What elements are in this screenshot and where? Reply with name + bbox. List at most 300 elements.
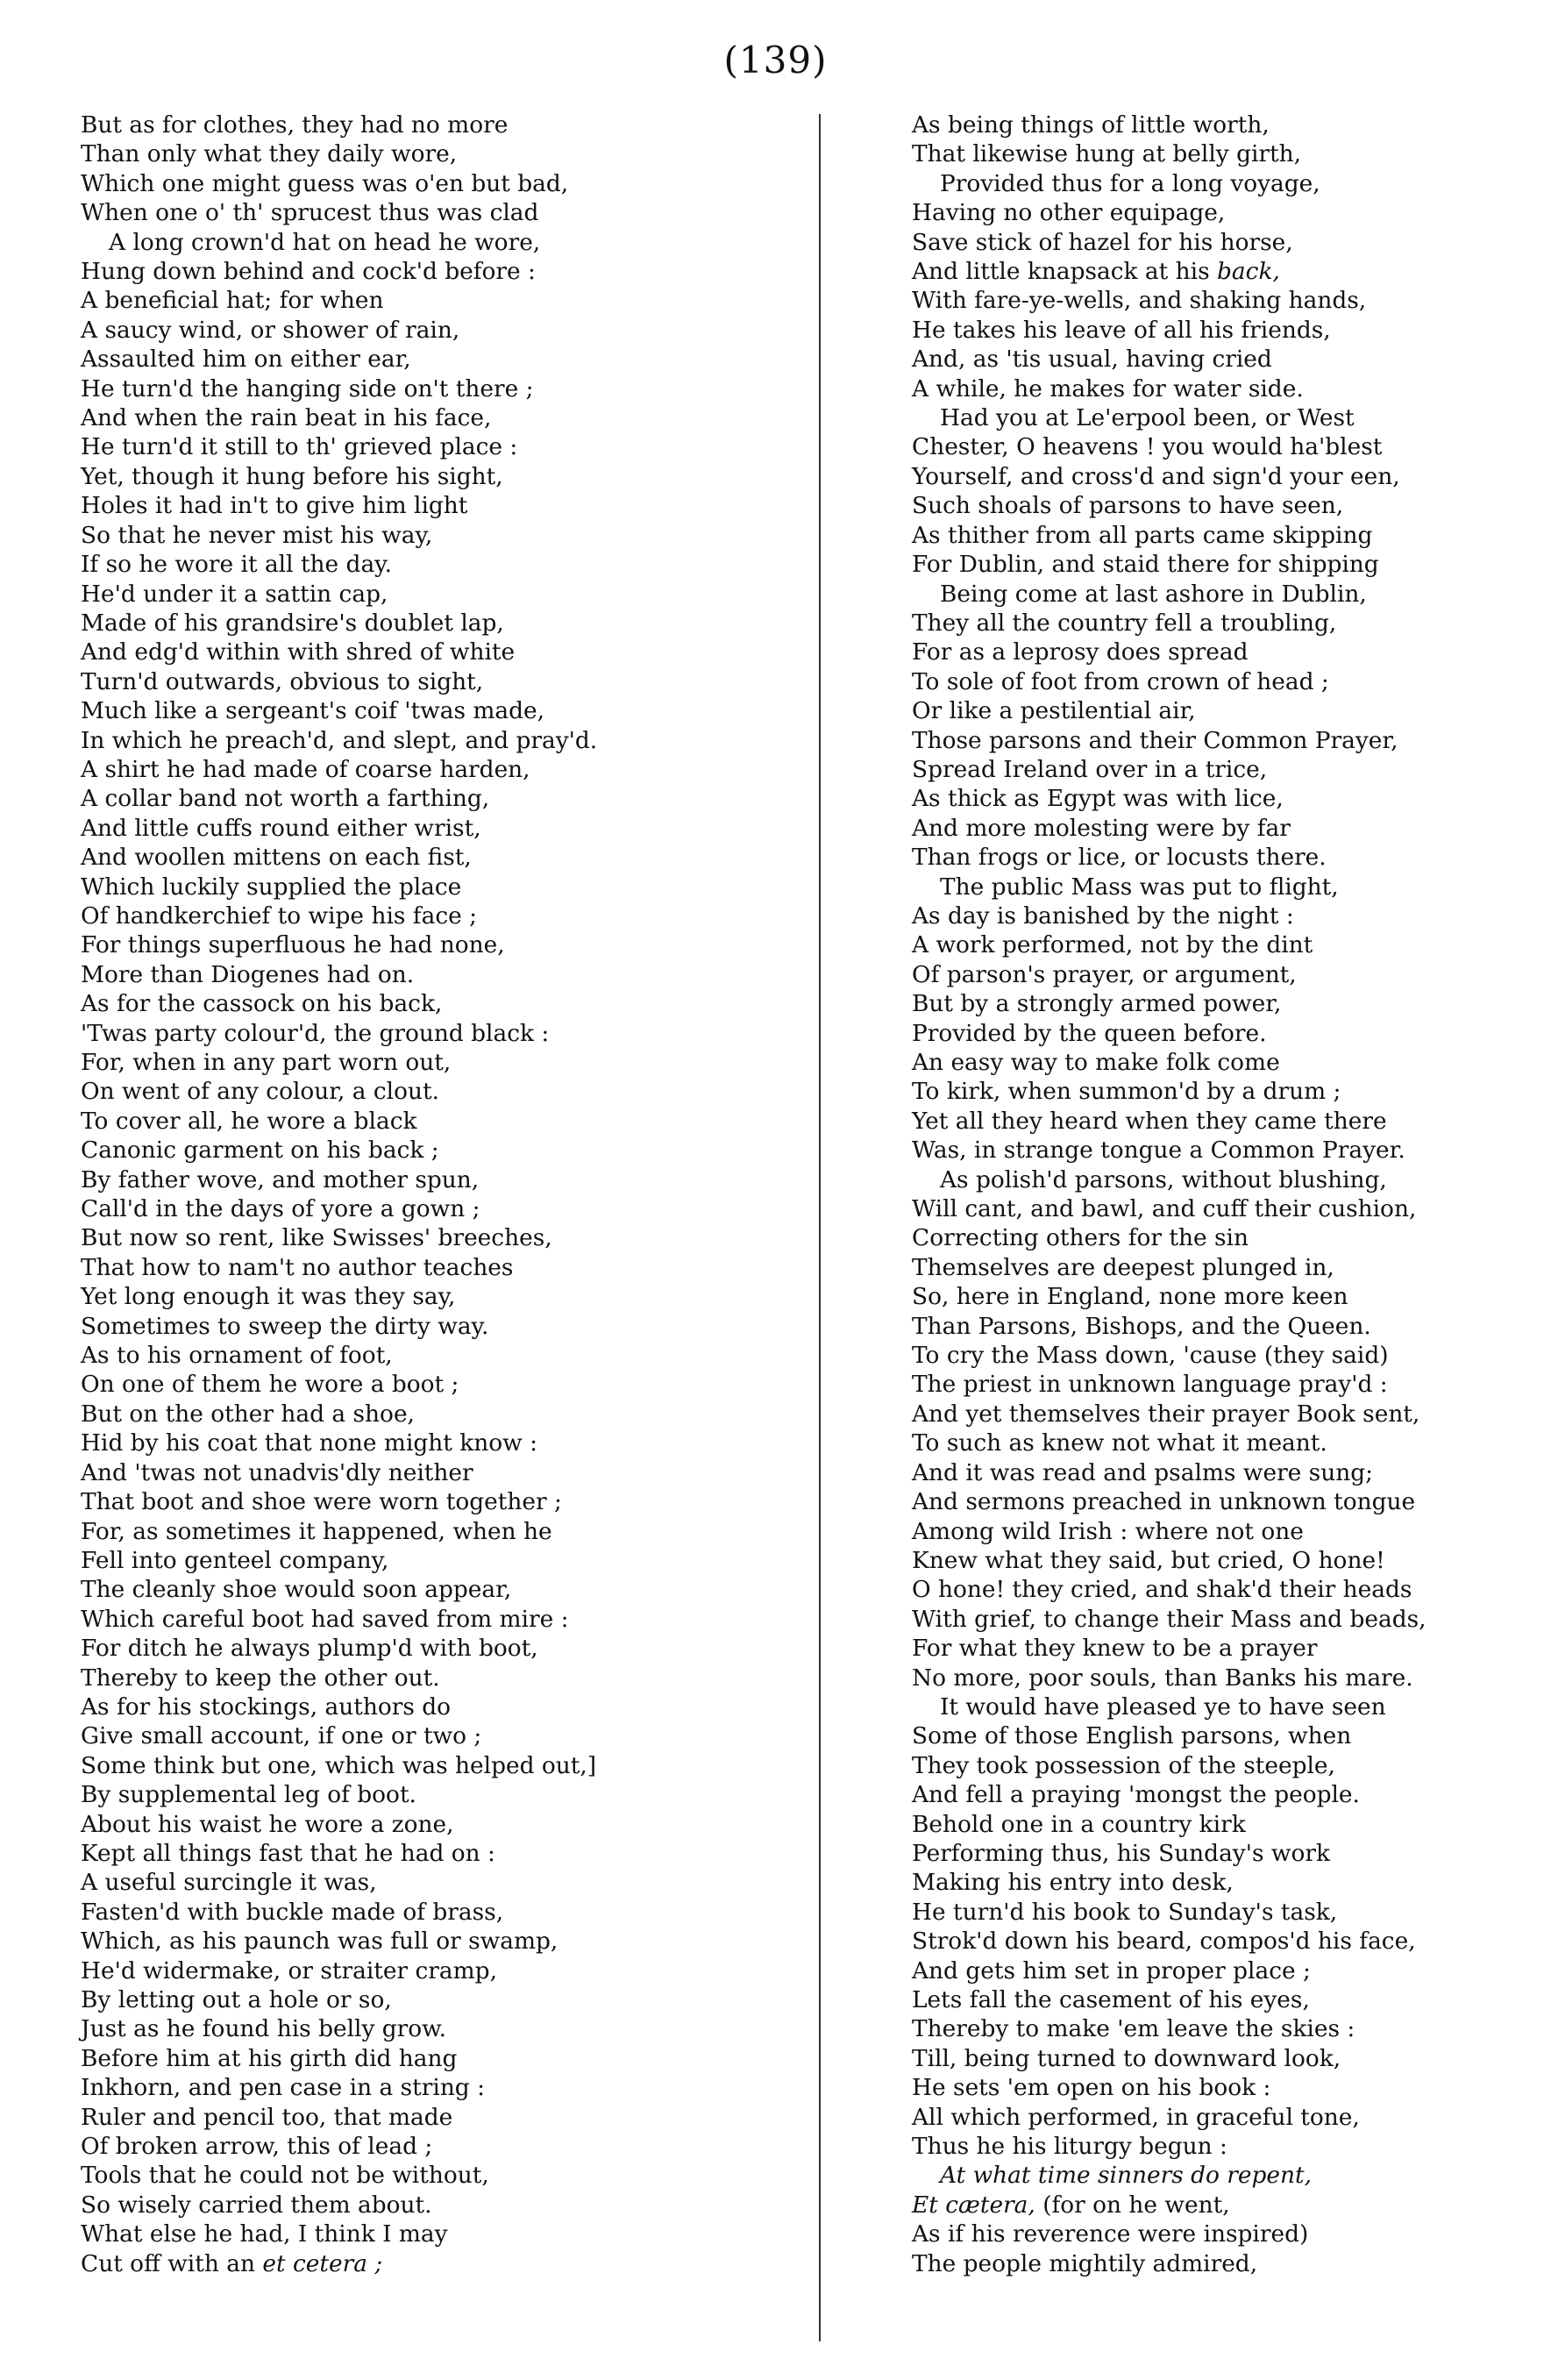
verse-line bbox=[81, 1721, 808, 1750]
verse-line bbox=[81, 1634, 808, 1663]
verse-line-text: Give small account, if one or two ; bbox=[81, 1722, 482, 1750]
verse-line-text: Save stick of hazel for his horse, bbox=[912, 228, 1293, 256]
verse-line bbox=[912, 521, 1526, 550]
verse-line bbox=[81, 110, 808, 139]
verse-line-text: A saucy wind, or shower of rain, bbox=[81, 316, 460, 344]
verse-line-text: For Dublin, and staid there for shipping bbox=[912, 551, 1379, 579]
verse-line bbox=[912, 638, 1526, 666]
verse-line-text: Such shoals of parsons to have seen, bbox=[912, 492, 1344, 520]
verse-line bbox=[912, 2014, 1526, 2043]
verse-line bbox=[912, 345, 1526, 374]
verse-line-text: As to his ornament of foot, bbox=[81, 1342, 393, 1370]
verse-line bbox=[81, 1194, 808, 1223]
verse-line bbox=[81, 257, 808, 286]
verse-line-text: Being come at last ashore in Dublin, bbox=[940, 580, 1367, 608]
verse-line bbox=[912, 696, 1526, 725]
verse-line bbox=[81, 2249, 808, 2278]
verse-line-text: The public Mass was put to flight, bbox=[940, 873, 1339, 901]
verse-line-text: Had you at Le'erpool been, or West bbox=[940, 404, 1355, 432]
verse-line-text: Which luckily supplied the place bbox=[81, 873, 462, 901]
verse-line-text: That likewise hung at belly girth, bbox=[912, 140, 1302, 168]
verse-line-text: Till, being turned to downward look, bbox=[912, 2044, 1341, 2072]
verse-line bbox=[81, 755, 808, 784]
verse-line-text: So wisely carried them about. bbox=[81, 2191, 432, 2219]
verse-line bbox=[912, 2044, 1526, 2073]
verse-line-text: He sets 'em open on his book : bbox=[912, 2074, 1271, 2102]
verse-line-text: And little cuffs round either wrist, bbox=[81, 814, 481, 842]
verse-line bbox=[912, 609, 1526, 638]
verse-line-text: As if his reverence were inspired) bbox=[912, 2220, 1309, 2248]
verse-line-text: Themselves are deepest plunged in, bbox=[912, 1253, 1334, 1281]
verse-line bbox=[81, 432, 808, 461]
verse-line-text: To such as knew not what it meant. bbox=[912, 1429, 1327, 1457]
verse-line-text: And, as 'tis usual, having cried bbox=[912, 346, 1272, 374]
verse-line-italic: At what time sinners do repent, bbox=[940, 2162, 1313, 2190]
verse-line bbox=[81, 462, 808, 491]
verse-line-text: Which, as his paunch was full or swamp, bbox=[81, 1928, 559, 1956]
verse-line-text: Hid by his coat that none might know : bbox=[81, 1429, 538, 1457]
verse-line-text: For ditch he always plump'd with boot, bbox=[81, 1635, 538, 1663]
verse-line-text: He'd widermake, or straiter cramp, bbox=[81, 1956, 497, 1985]
verse-line-text: Holes it had in't to give him light bbox=[81, 492, 468, 520]
verse-line bbox=[912, 139, 1526, 168]
verse-line bbox=[912, 1634, 1526, 1663]
verse-line bbox=[912, 930, 1526, 959]
verse-line bbox=[912, 1868, 1526, 1897]
verse-line-text: Of parson's prayer, or argument, bbox=[912, 960, 1297, 988]
verse-line-text: Yet long enough it was they say, bbox=[81, 1283, 456, 1311]
verse-line bbox=[912, 755, 1526, 784]
verse-line-text: Assaulted him on either ear, bbox=[81, 346, 411, 374]
verse-line-text: Thereby to keep the other out. bbox=[81, 1664, 440, 1692]
verse-line bbox=[912, 2161, 1526, 2190]
verse-line bbox=[912, 1253, 1526, 1282]
verse-line bbox=[81, 345, 808, 374]
verse-line bbox=[81, 2161, 808, 2190]
verse-line-text: Of broken arrow, this of lead ; bbox=[81, 2133, 433, 2161]
verse-line bbox=[912, 1692, 1526, 1721]
verse-line bbox=[912, 1400, 1526, 1429]
verse-line-text: To cover all, he wore a black bbox=[81, 1107, 417, 1135]
verse-line bbox=[81, 2191, 808, 2220]
verse-line bbox=[912, 462, 1526, 491]
verse-line bbox=[81, 139, 808, 168]
verse-line-text: For, when in any part worn out, bbox=[81, 1049, 452, 1076]
verse-line-text: That how to nam't no author teaches bbox=[81, 1253, 514, 1281]
verse-line-text: Was, in strange tongue a Common Prayer. bbox=[912, 1137, 1405, 1165]
verse-line bbox=[912, 2132, 1526, 2161]
verse-line-text: And when the rain beat in his face, bbox=[81, 404, 492, 432]
verse-line-text: Yourself, and cross'd and sign'd your een, bbox=[912, 462, 1400, 490]
verse-line bbox=[81, 403, 808, 432]
verse-line bbox=[912, 580, 1526, 609]
verse-line-italic: Et cætera, bbox=[912, 2191, 1035, 2219]
verse-line-text: The priest in unknown language pray'd : bbox=[912, 1371, 1388, 1399]
verse-line bbox=[81, 1019, 808, 1048]
verse-line-text: But now so rent, like Swisses' breeches, bbox=[81, 1224, 552, 1252]
verse-line-text: And woollen mittens on each fist, bbox=[81, 844, 472, 872]
verse-line bbox=[912, 374, 1526, 403]
verse-line bbox=[81, 1868, 808, 1897]
verse-line bbox=[912, 1048, 1526, 1077]
verse-line bbox=[81, 1458, 808, 1487]
verse-line-text: All which performed, in graceful tone, bbox=[912, 2103, 1360, 2131]
verse-line-text: Some of those English parsons, when bbox=[912, 1722, 1352, 1750]
verse-line-text: To sole of foot from crown of head ; bbox=[912, 667, 1329, 695]
verse-line-text: Kept all things fast that he had on : bbox=[81, 1839, 495, 1867]
verse-line-text: Than only what they daily wore, bbox=[81, 140, 458, 168]
verse-line-italic: et cetera ; bbox=[262, 2249, 383, 2277]
verse-line bbox=[81, 491, 808, 520]
verse-line bbox=[912, 1810, 1526, 1839]
verse-line-text: As for his stockings, authors do bbox=[81, 1692, 452, 1721]
verse-line-text: Yet all they heard when they came there bbox=[912, 1107, 1387, 1135]
verse-line bbox=[81, 1546, 808, 1575]
verse-line bbox=[81, 2073, 808, 2102]
verse-line bbox=[81, 580, 808, 609]
verse-line bbox=[81, 550, 808, 579]
verse-line bbox=[912, 843, 1526, 872]
verse-line-text: Provided by the queen before. bbox=[912, 1019, 1267, 1047]
verse-line bbox=[81, 1282, 808, 1311]
verse-line bbox=[81, 1136, 808, 1165]
verse-line bbox=[912, 1664, 1526, 1692]
verse-line bbox=[912, 1165, 1526, 1194]
verse-line-text: More than Diogenes had on. bbox=[81, 960, 415, 988]
verse-line bbox=[912, 257, 1526, 286]
verse-line bbox=[912, 228, 1526, 257]
verse-line bbox=[912, 1927, 1526, 1956]
verse-line bbox=[81, 1312, 808, 1341]
verse-line-text: O hone! they cried, and shak'd their heads bbox=[912, 1576, 1412, 1604]
verse-line bbox=[912, 726, 1526, 755]
verse-line-text: And yet themselves their prayer Book sent, bbox=[912, 1400, 1420, 1428]
verse-line-text: Fell into genteel company, bbox=[81, 1546, 389, 1574]
verse-line-text: Made of his grandsire's doublet lap, bbox=[81, 609, 504, 637]
verse-line bbox=[81, 1751, 808, 1780]
verse-line-text: Inkhorn, and pen case in a string : bbox=[81, 2074, 485, 2102]
verse-line bbox=[912, 1019, 1526, 1048]
verse-line-text: In which he preach'd, and slept, and pray'd. bbox=[81, 726, 598, 754]
verse-line-text: But by a strongly armed power, bbox=[912, 990, 1282, 1018]
verse-line bbox=[912, 1956, 1526, 1985]
verse-line bbox=[81, 1898, 808, 1927]
verse-line bbox=[912, 1341, 1526, 1370]
verse-line-text: Canonic garment on his back ; bbox=[81, 1137, 439, 1165]
verse-line bbox=[912, 901, 1526, 930]
verse-line bbox=[81, 873, 808, 901]
verse-line bbox=[81, 2220, 808, 2248]
verse-line-text: It would have pleased ye to have seen bbox=[940, 1692, 1386, 1721]
verse-line-text: But as for clothes, they had no more bbox=[81, 111, 509, 139]
verse-line-text: That boot and shoe were worn together ; bbox=[81, 1488, 562, 1516]
verse-line-text: Which one might guess was o'en but bad, bbox=[81, 169, 569, 197]
verse-line bbox=[912, 1370, 1526, 1399]
verse-line bbox=[81, 286, 808, 315]
verse-line bbox=[81, 1487, 808, 1516]
verse-line bbox=[81, 1780, 808, 1809]
verse-line-text: On one of them he wore a boot ; bbox=[81, 1371, 459, 1399]
verse-line bbox=[81, 1839, 808, 1868]
verse-line bbox=[81, 374, 808, 403]
verse-line-text: Chester, O heavens ! you would ha'blest bbox=[912, 433, 1383, 461]
verse-line bbox=[81, 960, 808, 989]
verse-line-text: Tools that he could not be without, bbox=[81, 2162, 489, 2190]
verse-line-text: Having no other equipage, bbox=[912, 199, 1226, 227]
verse-line bbox=[81, 1927, 808, 1956]
verse-line-text: Spread Ireland over in a trice, bbox=[912, 755, 1268, 783]
verse-line-text: Knew what they said, but cried, O hone! bbox=[912, 1546, 1385, 1574]
verse-line-text: Those parsons and their Common Prayer, bbox=[912, 726, 1398, 754]
verse-line bbox=[81, 638, 808, 666]
verse-line-text: Of handkerchief to wipe his face ; bbox=[81, 901, 477, 930]
verse-line bbox=[81, 1107, 808, 1136]
verse-line bbox=[81, 814, 808, 843]
verse-line-text: Fasten'd with buckle made of brass, bbox=[81, 1898, 504, 1926]
verse-line-text: Sometimes to sweep the dirty way. bbox=[81, 1312, 489, 1340]
verse-line bbox=[81, 1341, 808, 1370]
verse-line bbox=[81, 198, 808, 227]
verse-line bbox=[912, 667, 1526, 696]
verse-line bbox=[912, 1107, 1526, 1136]
verse-line bbox=[81, 843, 808, 872]
verse-line-text: By supplemental leg of boot. bbox=[81, 1781, 416, 1809]
verse-line bbox=[912, 2191, 1526, 2220]
verse-line-text: Hung down behind and cock'd before : bbox=[81, 258, 536, 286]
verse-line bbox=[81, 696, 808, 725]
verse-line-text: The people mightily admired, bbox=[912, 2249, 1258, 2277]
verse-line bbox=[81, 1692, 808, 1721]
verse-line-text: Much like a sergeant's coif 'twas made, bbox=[81, 697, 545, 725]
verse-line bbox=[81, 1575, 808, 1604]
verse-line bbox=[912, 1575, 1526, 1604]
verse-line bbox=[81, 1165, 808, 1194]
verse-line bbox=[81, 1517, 808, 1546]
verse-line bbox=[81, 2132, 808, 2161]
right-column bbox=[912, 110, 1526, 2278]
verse-line bbox=[81, 1429, 808, 1457]
verse-line bbox=[81, 2014, 808, 2043]
verse-line bbox=[81, 1985, 808, 2014]
verse-line bbox=[912, 1136, 1526, 1165]
verse-line-text: A work performed, not by the dint bbox=[912, 931, 1313, 959]
verse-line-text: A while, he makes for water side. bbox=[912, 374, 1304, 403]
verse-line-text: And fell a praying 'mongst the people. bbox=[912, 1781, 1360, 1809]
verse-line-text: With fare-ye-wells, and shaking hands, bbox=[912, 287, 1367, 315]
verse-line-text: 'Twas party colour'd, the ground black : bbox=[81, 1019, 550, 1047]
verse-line-text: Performing thus, his Sunday's work bbox=[912, 1839, 1330, 1867]
verse-line-text: Than frogs or lice, or locusts there. bbox=[912, 844, 1327, 872]
verse-line bbox=[912, 2103, 1526, 2132]
verse-line-text: Thereby to make 'em leave the skies : bbox=[912, 2015, 1355, 2043]
verse-line-tail: (for on he went, bbox=[1035, 2191, 1230, 2219]
verse-line bbox=[912, 1898, 1526, 1927]
verse-line-text: But on the other had a shoe, bbox=[81, 1400, 415, 1428]
verse-line-text: As thick as Egypt was with lice, bbox=[912, 785, 1284, 813]
verse-line-text: As thither from all parts came skipping bbox=[912, 521, 1373, 549]
verse-line bbox=[912, 432, 1526, 461]
verse-line-text: A shirt he had made of coarse harden, bbox=[81, 755, 530, 783]
verse-line-text: A long crown'd hat on head he wore, bbox=[109, 228, 541, 256]
verse-line-text: Before him at his girth did hang bbox=[81, 2044, 458, 2072]
verse-line bbox=[81, 169, 808, 198]
verse-line-text: Ruler and pencil too, that made bbox=[81, 2103, 453, 2131]
verse-line bbox=[81, 901, 808, 930]
verse-line-text: He takes his leave of all his friends, bbox=[912, 316, 1331, 344]
verse-line bbox=[81, 667, 808, 696]
verse-line-italic: back, bbox=[1217, 258, 1280, 286]
verse-line-text: An easy way to make folk come bbox=[912, 1049, 1280, 1076]
verse-line bbox=[81, 1400, 808, 1429]
verse-line-text: And it was read and psalms were sung; bbox=[912, 1458, 1374, 1486]
verse-line-text: As being things of little worth, bbox=[912, 111, 1270, 139]
verse-line bbox=[912, 1429, 1526, 1457]
verse-line-text: Lets fall the casement of his eyes, bbox=[912, 1986, 1310, 2013]
verse-line bbox=[912, 1721, 1526, 1750]
verse-line-text: Strok'd down his beard, compos'd his face, bbox=[912, 1928, 1416, 1956]
verse-line-text: By father wove, and mother spun, bbox=[81, 1165, 480, 1194]
verse-line bbox=[912, 403, 1526, 432]
verse-line-text: So that he never mist his way, bbox=[81, 521, 433, 549]
verse-line-text: If so he wore it all the day. bbox=[81, 551, 392, 579]
verse-line-text: Turn'd outwards, obvious to sight, bbox=[81, 667, 484, 695]
verse-line bbox=[912, 1282, 1526, 1311]
verse-line-text: Some think but one, which was helped out,] bbox=[81, 1751, 597, 1779]
verse-line bbox=[81, 1664, 808, 1692]
verse-line-text: For what they knew to be a prayer bbox=[912, 1635, 1318, 1663]
verse-line-text: For, as sometimes it happened, when he bbox=[81, 1517, 552, 1545]
verse-line-text: Yet, though it hung before his sight, bbox=[81, 462, 503, 490]
verse-line bbox=[81, 228, 808, 257]
verse-line-text: Behold one in a country kirk bbox=[912, 1810, 1246, 1838]
verse-line-text: As day is banished by the night : bbox=[912, 901, 1294, 930]
verse-line-text: To cry the Mass down, 'cause (they said) bbox=[912, 1342, 1389, 1370]
verse-line bbox=[912, 1194, 1526, 1223]
verse-line bbox=[912, 960, 1526, 989]
verse-line-text: About his waist he wore a zone, bbox=[81, 1810, 454, 1838]
verse-line-text: So, here in England, none more keen bbox=[912, 1283, 1348, 1311]
verse-line bbox=[81, 1223, 808, 1252]
verse-line bbox=[912, 1487, 1526, 1516]
verse-line bbox=[81, 989, 808, 1018]
verse-line bbox=[912, 169, 1526, 198]
verse-line bbox=[912, 814, 1526, 843]
verse-line bbox=[912, 550, 1526, 579]
verse-line bbox=[912, 1312, 1526, 1341]
verse-line-text: And 'twas not unadvis'dly neither bbox=[81, 1458, 473, 1486]
verse-line bbox=[81, 1048, 808, 1077]
verse-line-text: Among wild Irish : where not one bbox=[912, 1517, 1304, 1545]
verse-line-text: And gets him set in proper place ; bbox=[912, 1956, 1311, 1985]
verse-line-text: To kirk, when summon'd by a drum ; bbox=[912, 1078, 1341, 1106]
verse-line-text: Or like a pestilential air, bbox=[912, 697, 1196, 725]
verse-line-text: As for the cassock on his back, bbox=[81, 990, 443, 1018]
verse-line bbox=[912, 989, 1526, 1018]
verse-line-text: He'd under it a sattin cap, bbox=[81, 580, 388, 608]
verse-line bbox=[912, 784, 1526, 813]
verse-line bbox=[81, 609, 808, 638]
verse-line-text: Just as he found his belly grow. bbox=[81, 2015, 447, 2043]
verse-line-text: A useful surcingle it was, bbox=[81, 1869, 377, 1897]
verse-line bbox=[912, 1751, 1526, 1780]
verse-line-text: On went of any colour, a clout. bbox=[81, 1078, 440, 1106]
verse-line-text: He turn'd the hanging side on't there ; bbox=[81, 374, 534, 403]
verse-line-text: And sermons preached in unknown tongue bbox=[912, 1488, 1416, 1516]
verse-line bbox=[912, 1458, 1526, 1487]
verse-line-text: Thus he his liturgy begun : bbox=[912, 2133, 1227, 2161]
verse-line-text: And edg'd within with shred of white bbox=[81, 638, 516, 666]
verse-line bbox=[912, 1517, 1526, 1546]
verse-line-text: The cleanly shoe would soon appear, bbox=[81, 1576, 512, 1604]
verse-line bbox=[81, 521, 808, 550]
verse-line bbox=[81, 316, 808, 345]
verse-line bbox=[912, 286, 1526, 315]
verse-line-text: Provided thus for a long voyage, bbox=[940, 169, 1320, 197]
verse-line bbox=[912, 491, 1526, 520]
verse-line bbox=[912, 1839, 1526, 1868]
verse-line bbox=[912, 1546, 1526, 1575]
verse-line-text: What else he had, I think I may bbox=[81, 2220, 448, 2248]
verse-line-text: Call'd in the days of yore a gown ; bbox=[81, 1195, 480, 1223]
verse-line-text: For things superfluous he had none, bbox=[81, 931, 505, 959]
verse-line bbox=[912, 2220, 1526, 2248]
verse-line bbox=[912, 198, 1526, 227]
verse-line-text: They all the country fell a troubling, bbox=[912, 609, 1337, 637]
verse-line bbox=[912, 873, 1526, 901]
verse-line bbox=[81, 1077, 808, 1106]
verse-line bbox=[912, 1223, 1526, 1252]
verse-line bbox=[81, 726, 808, 755]
verse-line bbox=[912, 1985, 1526, 2014]
verse-line-text: And more molesting were by far bbox=[912, 814, 1291, 842]
verse-line bbox=[81, 2044, 808, 2073]
verse-line-text: Cut off with an bbox=[81, 2249, 263, 2277]
verse-line-text: When one o' th' sprucest thus was clad bbox=[81, 199, 539, 227]
verse-line bbox=[912, 1780, 1526, 1809]
verse-line-text: No more, poor souls, than Banks his mare. bbox=[912, 1664, 1413, 1692]
verse-line-text: As polish'd parsons, without blushing, bbox=[940, 1165, 1387, 1194]
verse-line bbox=[81, 2103, 808, 2132]
verse-line bbox=[81, 1956, 808, 1985]
verse-line-text: And little knapsack at his bbox=[912, 258, 1218, 286]
verse-line-text: A beneficial hat; for when bbox=[81, 287, 384, 315]
verse-line bbox=[81, 1605, 808, 1634]
verse-line-text: He turn'd it still to th' grieved place : bbox=[81, 433, 518, 461]
verse-line bbox=[912, 110, 1526, 139]
column-divider bbox=[819, 114, 821, 2341]
verse-line-text: They took possession of the steeple, bbox=[912, 1751, 1335, 1779]
verse-line-text: Than Parsons, Bishops, and the Queen. bbox=[912, 1312, 1371, 1340]
verse-line-text: A collar band not worth a farthing, bbox=[81, 785, 490, 813]
verse-line-text: He turn'd his book to Sunday's task, bbox=[912, 1898, 1338, 1926]
verse-line-text: Correcting others for the sin bbox=[912, 1224, 1249, 1252]
left-column bbox=[81, 110, 808, 2278]
verse-line bbox=[81, 784, 808, 813]
verse-line bbox=[912, 2249, 1526, 2278]
page-number: (139) bbox=[723, 39, 828, 82]
verse-line bbox=[81, 1253, 808, 1282]
verse-line-text: For as a leprosy does spread bbox=[912, 638, 1249, 666]
verse-line-text: By letting out a hole or so, bbox=[81, 1986, 392, 2013]
verse-line bbox=[81, 1810, 808, 1839]
verse-line-text: Which careful boot had saved from mire : bbox=[81, 1605, 569, 1633]
verse-line bbox=[81, 930, 808, 959]
verse-line bbox=[912, 1605, 1526, 1634]
verse-line-text: With grief, to change their Mass and beads, bbox=[912, 1605, 1426, 1633]
verse-line bbox=[912, 316, 1526, 345]
verse-line-text: Will cant, and bawl, and cuff their cushion, bbox=[912, 1195, 1417, 1223]
verse-line bbox=[81, 1370, 808, 1399]
